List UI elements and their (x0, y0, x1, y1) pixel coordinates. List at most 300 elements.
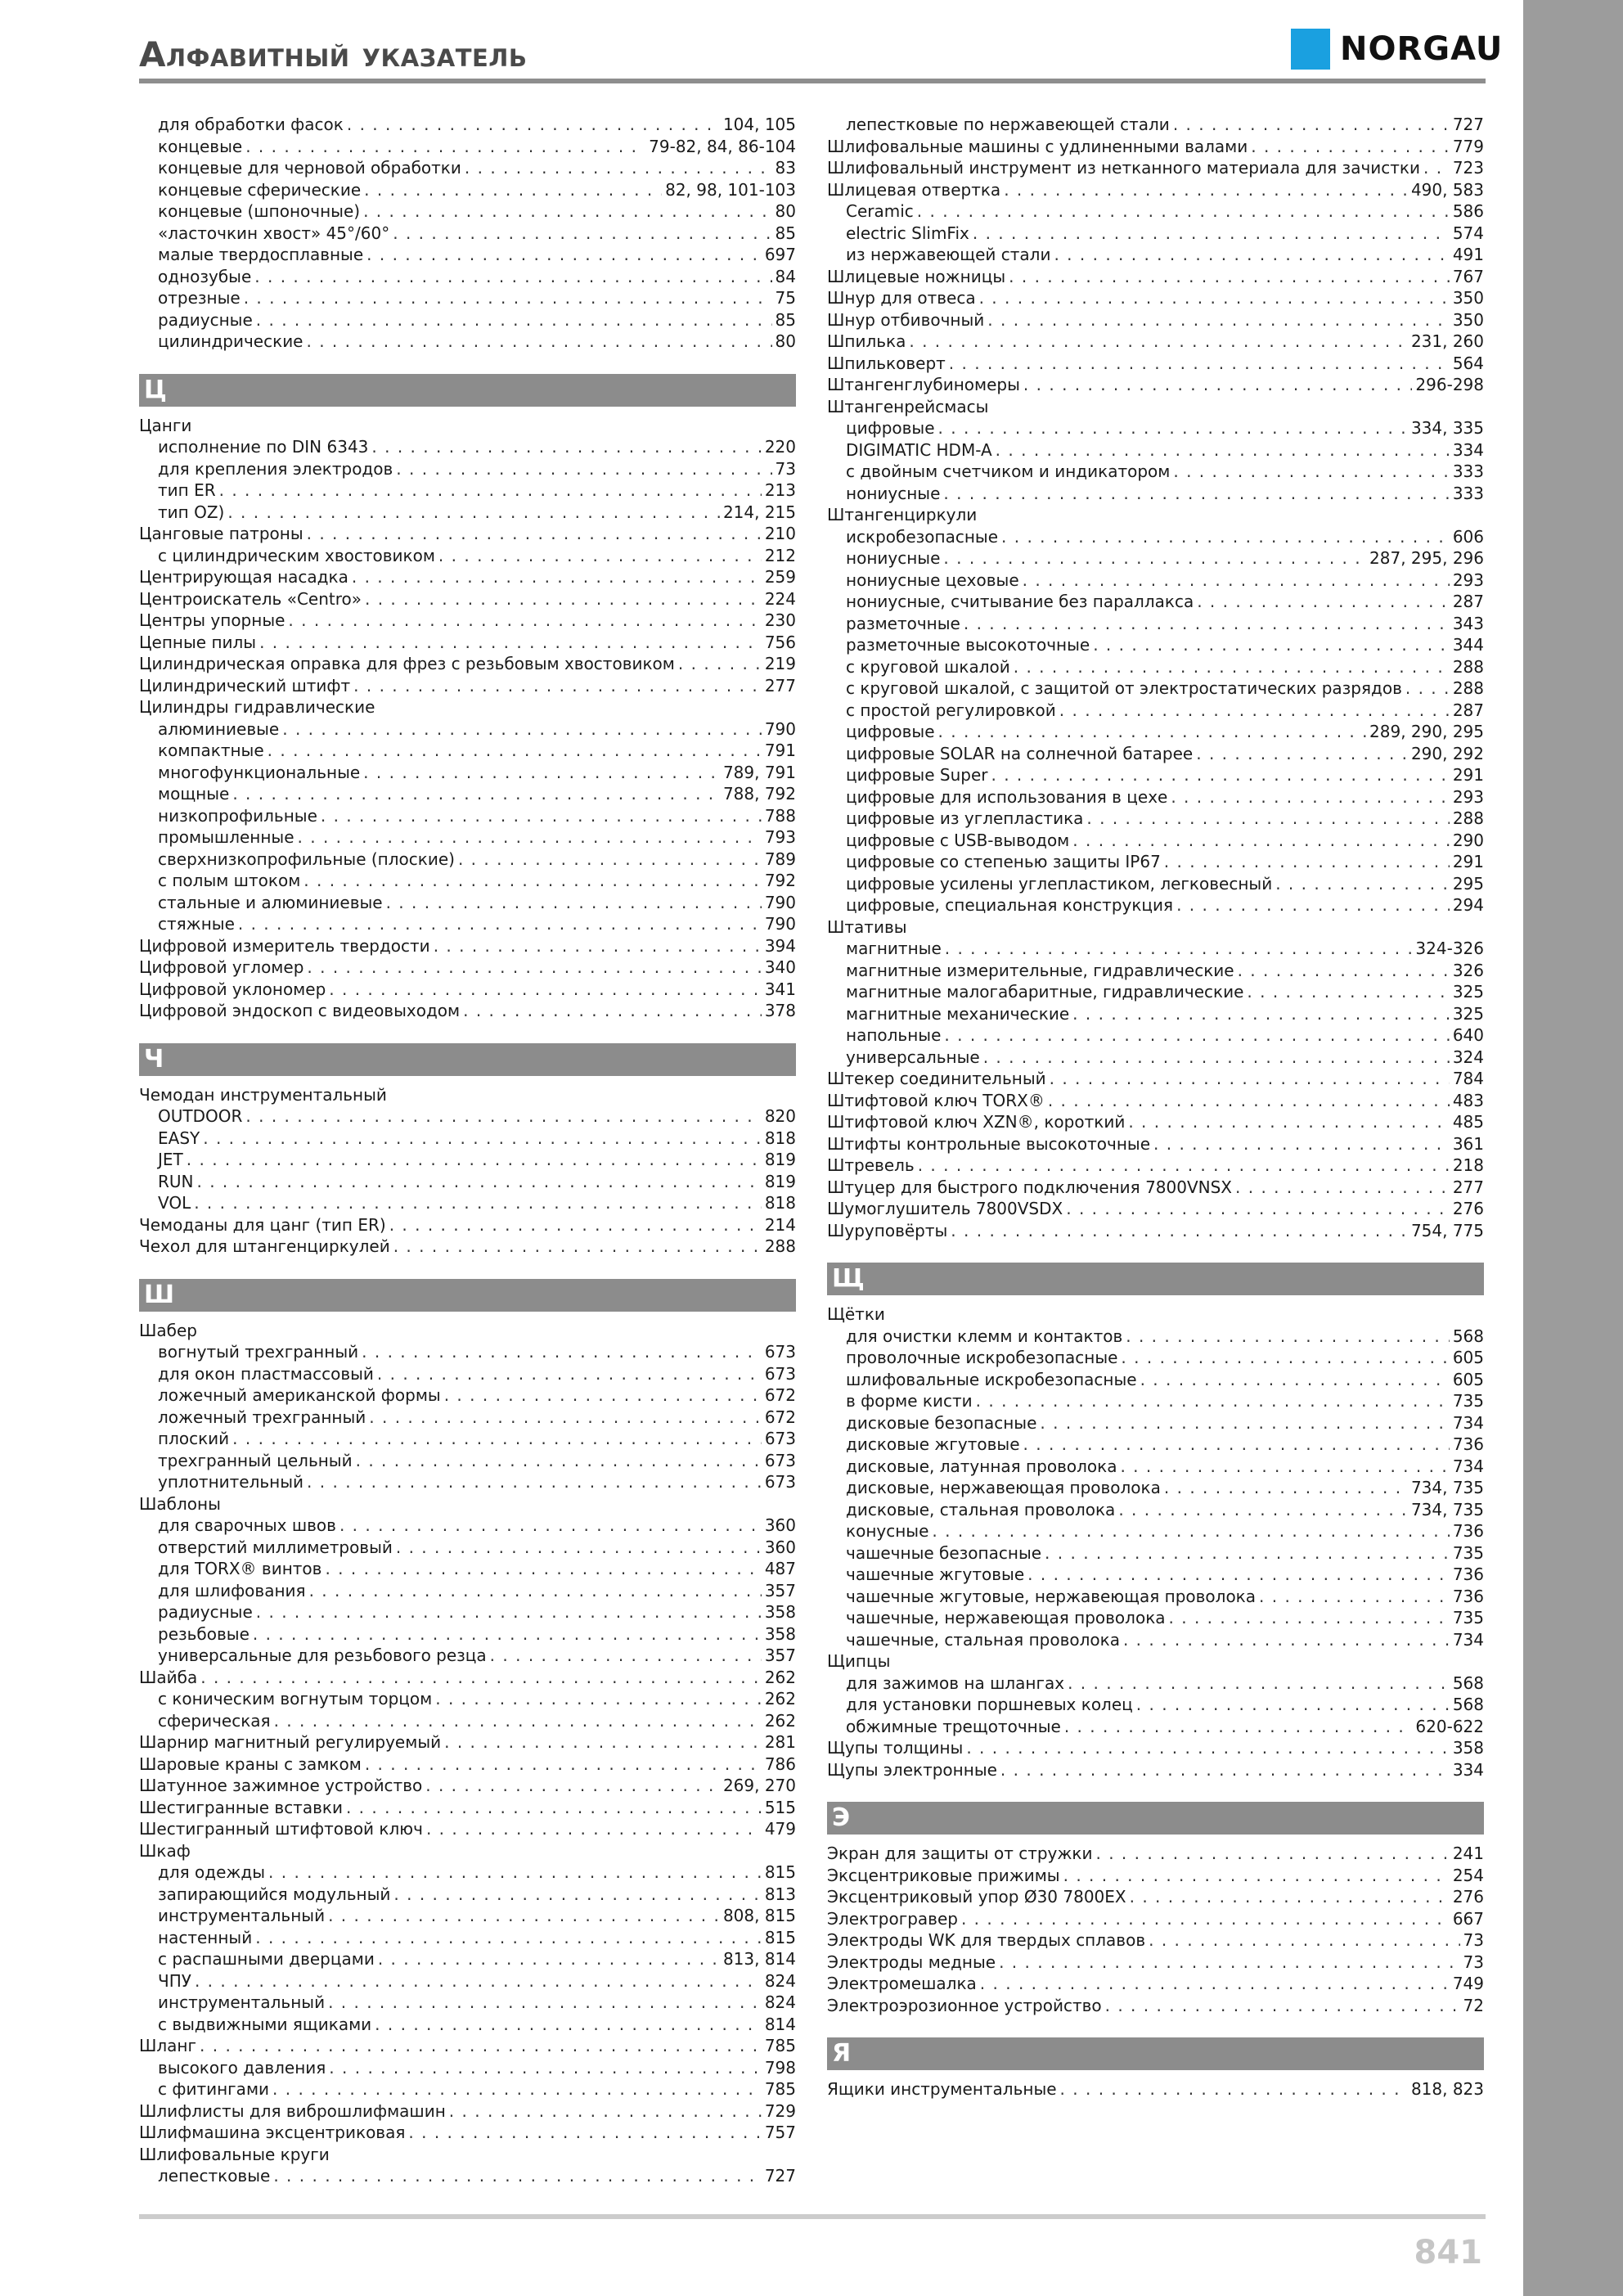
index-subentry (139, 136, 796, 158)
entry-label: Шестигранный штифтовой ключ (139, 1819, 423, 1839)
dot-leader (256, 309, 772, 331)
entry-label: Шестигранные вставки (139, 1797, 343, 1817)
entry-label: чашечные жгутовые (846, 1564, 1025, 1584)
entry-label: с фитингами (158, 2079, 270, 2099)
entry-label: ложечный американской формы (158, 1385, 441, 1405)
index-subentry (139, 718, 796, 741)
entry-page-ref: 287, 295, 296 (1369, 548, 1484, 568)
dot-leader (274, 1710, 762, 1732)
index-subentry (827, 873, 1484, 895)
entry-label: Штангенциркули (827, 505, 978, 524)
entry-page-ref: 231, 260 (1410, 331, 1484, 351)
dot-leader (463, 1000, 762, 1022)
entry-label: цифровые (846, 418, 935, 438)
index-entry (139, 1797, 796, 1819)
index-subentry (139, 114, 796, 136)
entry-label: Цепные пилы (139, 632, 257, 652)
entry-label: цифровые, специальная конструкция (846, 895, 1174, 915)
entry-label: Шаровые краны с замком (139, 1754, 362, 1774)
dot-leader (307, 331, 772, 353)
entry-label: запирающийся модульный (158, 1884, 391, 1904)
index-entry (827, 136, 1484, 158)
entry-page-ref: 815 (764, 1927, 796, 1947)
index-subentry (827, 830, 1484, 852)
entry-label: магнитные механические (846, 1003, 1070, 1024)
dot-leader (1176, 894, 1450, 916)
entry-label: дисковые жгутовые (846, 1434, 1020, 1454)
dot-leader (983, 1047, 1450, 1069)
entry-page-ref: 334 (1452, 439, 1484, 460)
entry-page-ref: 723 (1452, 158, 1484, 178)
entry-page-ref: 72 (1463, 1995, 1484, 2015)
entry-label: Цилиндрический штифт (139, 675, 351, 696)
entry-label: для обработки фасок (158, 115, 344, 134)
entry-label: вогнутый трехгранный (158, 1342, 359, 1362)
index-entry (139, 1818, 796, 1840)
index-entry (827, 1886, 1484, 1908)
dot-leader (945, 938, 1413, 960)
dot-leader (227, 502, 720, 524)
entry-label: Электроды WK для твердых сплавов (827, 1930, 1146, 1950)
entry-page-ref: 605 (1452, 1369, 1484, 1389)
dot-leader (1059, 700, 1450, 722)
dot-leader (1001, 526, 1450, 548)
entry-label: уплотнительный (158, 1472, 304, 1492)
dot-leader (1173, 114, 1450, 136)
dot-leader (393, 1884, 761, 1906)
entry-page-ref: 568 (1452, 1695, 1484, 1714)
entry-label: высокого давления (158, 2057, 326, 2078)
index-entry (827, 1111, 1484, 1133)
entry-label: Шаблоны (139, 1493, 221, 1514)
index-entry (827, 266, 1484, 288)
dot-leader (1009, 266, 1450, 288)
entry-label: исполнение по DIN 6343 (158, 437, 369, 457)
index-subentry (827, 1434, 1484, 1456)
entry-label: дисковые безопасные (846, 1412, 1037, 1433)
dot-leader (976, 1390, 1450, 1412)
entry-label: JET (158, 1150, 183, 1169)
index-subentry (827, 981, 1484, 1003)
entry-page-ref: 84 (775, 266, 796, 286)
index-entry (827, 1177, 1484, 1199)
logo-square-icon (1291, 29, 1330, 70)
entry-page-ref: 749 (1452, 1974, 1484, 1993)
dot-leader (378, 1948, 720, 1970)
dot-leader (396, 458, 771, 480)
index-subentry (139, 1471, 796, 1493)
entry-label: цифровые с USB-выводом (846, 830, 1070, 850)
entry-label: с коническим вогнутым торцом (158, 1689, 433, 1708)
dot-leader (366, 244, 762, 266)
index-subentry (139, 1128, 796, 1150)
entry-page-ref: 73 (775, 458, 796, 479)
dot-leader (365, 588, 762, 610)
dot-leader (353, 675, 762, 697)
header-rule (139, 79, 1486, 83)
entry-page-ref: 491 (1452, 245, 1484, 264)
entry-page-ref: 815 (764, 1862, 796, 1882)
entry-page-ref: 788 (764, 805, 796, 826)
index-subentry (139, 1948, 796, 1970)
entry-page-ref: 360 (764, 1515, 796, 1535)
dot-leader (1068, 1672, 1450, 1695)
entry-page-ref: 325 (1452, 982, 1484, 1002)
dot-leader (1023, 374, 1413, 396)
entry-label: Штекер соединительный (827, 1069, 1046, 1088)
entry-page-ref: 277 (1452, 1177, 1484, 1197)
entry-page-ref: 672 (764, 1407, 796, 1427)
index-subentry (139, 1862, 796, 1884)
index-subentry (139, 762, 796, 784)
dot-leader (435, 1688, 762, 1710)
index-subentry (827, 1520, 1484, 1542)
entry-label: универсальные для резьбового резца (158, 1645, 487, 1665)
dot-leader (1054, 244, 1449, 266)
index-subentry (139, 2165, 796, 2187)
entry-label: Чемоданы для цанг (тип ER) (139, 1214, 386, 1235)
index-subentry (139, 2057, 796, 2079)
entry-label: нониусные (846, 548, 941, 568)
entry-page-ref: 729 (764, 2100, 796, 2121)
dot-leader (932, 1520, 1449, 1542)
entry-label: Шуруповёрты (827, 1220, 948, 1240)
dot-leader (1093, 634, 1450, 656)
dot-leader (1149, 1929, 1459, 1952)
entry-label: Шумоглушитель 7800VSDX (827, 1199, 1063, 1218)
index-subentry (827, 1412, 1484, 1434)
index-subentry (827, 1607, 1484, 1629)
dot-leader (1128, 1111, 1449, 1133)
index-subentry (139, 1384, 796, 1407)
index-entry (139, 1320, 796, 1342)
entry-page-ref: 341 (764, 979, 796, 999)
entry-page-ref: 605 (1452, 1348, 1484, 1367)
index-subentry (139, 2014, 796, 2036)
dot-leader (1040, 1412, 1449, 1434)
entry-label: для крепления электродов (158, 458, 393, 479)
entry-label: Шланг (139, 2036, 197, 2055)
entry-page-ref: 350 (1452, 288, 1484, 308)
dot-leader (1000, 1759, 1450, 1781)
entry-page-ref: 568 (1452, 1672, 1484, 1693)
dot-leader (1023, 1434, 1450, 1456)
dot-leader (346, 1797, 762, 1819)
index-subentry (827, 1477, 1484, 1499)
dot-leader (408, 2122, 761, 2144)
entry-label: DIGIMATIC HDM-A (846, 439, 992, 460)
dot-leader (369, 1407, 762, 1429)
entry-page-ref: 757 (764, 2123, 796, 2142)
dot-leader (964, 613, 1450, 635)
entry-label: с выдвижными ящиками (158, 2014, 372, 2034)
entry-page-ref: 104, 105 (722, 115, 796, 134)
entry-page-ref: 378 (764, 1001, 796, 1020)
entry-page-ref: 819 (764, 1171, 796, 1191)
entry-label: Цилиндры гидравлические (139, 697, 375, 717)
entry-page-ref: 564 (1452, 353, 1484, 373)
entry-label: компактные (158, 741, 264, 760)
dot-leader (1164, 1477, 1408, 1499)
entry-page-ref: 293 (1452, 786, 1484, 807)
dot-leader (961, 1908, 1450, 1930)
entry-page-ref: 736 (1452, 1586, 1484, 1606)
entry-label: Шабер (139, 1320, 197, 1340)
dot-leader (1197, 591, 1450, 613)
dot-leader (244, 287, 772, 309)
right-sidebar-strip (1523, 0, 1623, 2296)
entry-page-ref: 818 (764, 1128, 796, 1148)
entry-label: с распашными дверцами (158, 1949, 375, 1969)
dot-leader (1048, 1090, 1450, 1112)
index-subentry (827, 938, 1484, 960)
index-entry (139, 1840, 796, 1862)
entry-page-ref: 357 (764, 1580, 796, 1600)
entry-label: Цилиндрическая оправка для фрез с резьбовым хвостовиком (139, 654, 675, 673)
dot-leader (303, 870, 762, 892)
dot-leader (996, 439, 1450, 461)
entry-page-ref: 291 (1452, 765, 1484, 785)
index-entry (139, 632, 796, 654)
index-subentry (827, 1047, 1484, 1069)
entry-label: Цанговые патроны (139, 524, 303, 543)
index-entry (827, 1220, 1484, 1242)
entry-label: Щупы толщины (827, 1738, 964, 1758)
entry-label: отрезные (158, 288, 241, 308)
entry-label: чашечные, нержавеющая проволока (846, 1608, 1166, 1627)
entry-label: для окон пластмассовый (158, 1363, 374, 1384)
entry-label: нониусные, считывание без параллакса (846, 592, 1194, 611)
index-subentry (827, 613, 1484, 635)
index-subentry (827, 678, 1484, 700)
entry-page-ref: 479 (764, 1819, 796, 1839)
index-subentry (139, 223, 796, 245)
entry-label: Центры упорные (139, 610, 285, 630)
index-subentry (139, 892, 796, 914)
index-subentry (827, 1024, 1484, 1047)
dot-leader (943, 547, 1366, 569)
entry-label: RUN (158, 1171, 194, 1191)
index-subentry (827, 1672, 1484, 1695)
entry-label: с простой регулировкой (846, 700, 1056, 720)
index-subentry (139, 1105, 796, 1128)
entry-label: с круговой шкалой, с защитой от электростатических разрядов (846, 678, 1402, 698)
entry-page-ref: 814 (764, 2014, 796, 2034)
entry-label: Чемодан инструментальный (139, 1084, 387, 1105)
index-subentry (139, 479, 796, 502)
index-section (827, 2037, 1484, 2100)
dot-leader (194, 1192, 762, 1214)
entry-page-ref: 277 (764, 675, 796, 696)
entry-label: разметочные (846, 613, 960, 633)
entry-page-ref: 667 (1452, 1908, 1484, 1929)
entry-page-ref: 735 (1452, 1608, 1484, 1627)
index-entry (827, 1908, 1484, 1930)
dot-leader (991, 764, 1449, 786)
entry-label: Экран для защиты от стружки (827, 1844, 1093, 1863)
entry-page-ref: 620-622 (1415, 1716, 1484, 1736)
dot-leader (200, 2035, 762, 2057)
entry-page-ref: 788, 792 (722, 784, 796, 804)
dot-leader (1423, 157, 1450, 179)
dot-leader (1251, 136, 1450, 158)
dot-leader (438, 545, 762, 567)
dot-leader (356, 1450, 762, 1472)
dot-leader (1118, 1499, 1408, 1521)
entry-page-ref: 296-298 (1415, 375, 1484, 394)
dot-leader (238, 913, 762, 935)
entry-label: нониусные цеховые (846, 569, 1019, 590)
index-subentry (139, 783, 796, 805)
entry-page-ref: 281 (764, 1732, 796, 1752)
entry-page-ref: 358 (764, 1623, 796, 1644)
dot-leader (329, 2057, 762, 2079)
index-entry (827, 1090, 1484, 1112)
index-subentry (139, 1341, 796, 1363)
entry-page-ref: 672 (764, 1385, 796, 1405)
index-section (827, 114, 1484, 1241)
entry-label: Центроискатель «Centro» (139, 588, 362, 609)
entry-page-ref: 824 (764, 1970, 796, 1991)
dot-leader (1060, 2078, 1408, 2100)
entry-page-ref: 358 (764, 1602, 796, 1622)
index-subentry (139, 1992, 796, 2014)
index-entry (827, 1995, 1484, 2017)
index-subentry (827, 1326, 1484, 1348)
entry-label: радиусные (158, 309, 253, 330)
dot-leader (938, 417, 1408, 439)
dot-leader (444, 1384, 762, 1407)
index-entry (139, 1775, 796, 1797)
entry-page-ref: 361 (1452, 1133, 1484, 1154)
entry-page-ref: 73 (1463, 1952, 1484, 1972)
dot-leader (1086, 808, 1449, 830)
entry-label: electric SlimFix (846, 223, 969, 243)
entry-label: однозубые (158, 266, 252, 286)
dot-leader (1259, 1586, 1450, 1608)
entry-label: магнитные малогабаритные, гидравлические (846, 982, 1244, 1002)
entry-label: с цилиндрическим хвостовиком (158, 545, 435, 565)
entry-page-ref: 819 (764, 1150, 796, 1169)
index-entry (827, 1650, 1484, 1672)
dot-leader (449, 2100, 762, 2123)
index-subentry (827, 547, 1484, 569)
index-subentry (139, 1515, 796, 1537)
entry-page-ref: 213 (764, 480, 796, 500)
dot-leader (909, 331, 1408, 353)
index-entry (827, 353, 1484, 375)
entry-page-ref: 789, 791 (722, 762, 796, 782)
dot-leader (363, 762, 720, 784)
index-subentry (139, 545, 796, 567)
dot-leader (951, 1220, 1408, 1242)
dot-leader (944, 1024, 1449, 1047)
entry-page-ref: 326 (1452, 960, 1484, 980)
entry-label: плоский (158, 1429, 230, 1448)
footer-rule (139, 2214, 1486, 2219)
entry-label: Щупы электронные (827, 1759, 997, 1780)
entry-label: для одежды (158, 1862, 266, 1882)
dot-leader (1247, 981, 1449, 1003)
section-letter-heading: Ч (139, 1043, 796, 1076)
entry-label: резьбовые (158, 1623, 250, 1644)
index-subentry (139, 331, 796, 353)
index-subentry (139, 805, 796, 827)
entry-page-ref: 818, 823 (1410, 2079, 1484, 2099)
dot-leader (396, 1537, 762, 1559)
index-subentry (827, 1499, 1484, 1521)
index-subentry (139, 2078, 796, 2100)
dot-leader (245, 1105, 761, 1128)
entry-label: Шарнир магнитный регулируемый (139, 1732, 442, 1752)
entry-page-ref: 487 (764, 1559, 796, 1578)
dot-leader (1050, 1068, 1450, 1090)
index-entry (827, 331, 1484, 353)
index-entry (827, 287, 1484, 309)
entry-label: отверстий миллиметровый (158, 1537, 393, 1557)
index-subentry (139, 1884, 796, 1906)
index-subentry (827, 591, 1484, 613)
entry-label: для установки поршневых колец (846, 1695, 1133, 1714)
entry-page-ref: 218 (1452, 1155, 1484, 1175)
entry-label: Штифтовой ключ XZN®, короткий (827, 1112, 1126, 1132)
logo-text: NORGAU (1340, 30, 1504, 68)
index-subentry (139, 1171, 796, 1193)
dot-leader (273, 2165, 761, 2187)
entry-label: тип ER (158, 480, 216, 500)
entry-page-ref: 798 (764, 2057, 796, 2078)
dot-leader (1105, 1995, 1460, 2017)
index-subentry (139, 1927, 796, 1949)
entry-label: Шпилька (827, 331, 906, 351)
entry-label: радиусные (158, 1602, 253, 1622)
index-subentry (827, 1390, 1484, 1412)
entry-page-ref: 734, 735 (1410, 1478, 1484, 1497)
entry-label: обжимные трещоточные (846, 1716, 1061, 1736)
index-subentry (827, 656, 1484, 678)
entry-page-ref: 262 (764, 1689, 796, 1708)
entry-label: лепестковые (158, 2166, 271, 2186)
entry-label: Шлифовальный инструмент из нетканного материала для зачистки (827, 158, 1420, 178)
index-entry (827, 157, 1484, 179)
index-entry (139, 566, 796, 588)
entry-label: магнитные (846, 939, 942, 958)
entry-page-ref: 734, 735 (1410, 1499, 1484, 1519)
index-entry (139, 979, 796, 1001)
entry-page-ref: 294 (1452, 895, 1484, 915)
entry-label: тип OZ) (158, 502, 225, 522)
index-subentry (139, 1450, 796, 1472)
index-subentry (139, 1558, 796, 1580)
dot-leader (1164, 851, 1450, 873)
index-entry (139, 1214, 796, 1236)
index-subentry (827, 417, 1484, 439)
entry-page-ref: 756 (764, 632, 796, 652)
dot-leader (363, 200, 771, 223)
index-subentry (827, 721, 1484, 743)
entry-label: мощные (158, 784, 230, 804)
entry-page-ref: 574 (1452, 223, 1484, 243)
entry-label: в форме кисти (846, 1391, 973, 1411)
dot-leader (325, 1558, 761, 1580)
dot-leader (949, 353, 1450, 375)
index-entry (827, 1865, 1484, 1887)
entry-label: Электромешалка (827, 1974, 977, 1993)
index-subentry (139, 1905, 796, 1927)
entry-label: Шайба (139, 1667, 198, 1687)
entry-page-ref: 735 (1452, 1391, 1484, 1411)
index-entry (827, 1843, 1484, 1865)
